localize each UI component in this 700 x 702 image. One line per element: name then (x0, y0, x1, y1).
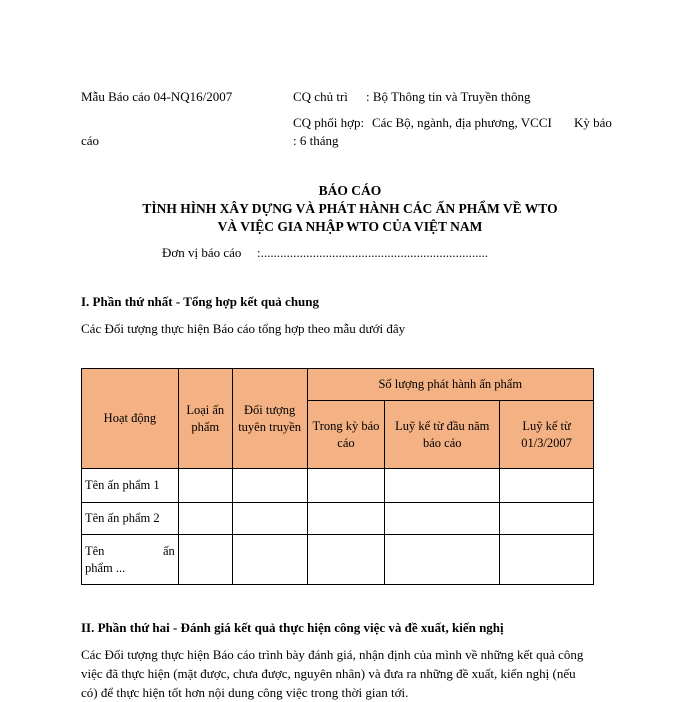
row-label (82, 535, 179, 585)
table-cell (178, 469, 232, 503)
table-cell (385, 469, 500, 503)
table-cell (500, 469, 594, 503)
paragraph-line: có) để thực hiện tốt hơn nội dung công việc trong thời gian tới. (81, 685, 409, 700)
header-publication-type: Loại ấn phẩm (178, 369, 232, 469)
table-cell (178, 535, 232, 585)
section2-heading: II. Phần thứ hai - Đánh giá kết quả thực hiện công việc và đề xuất, kiến nghị (81, 620, 504, 635)
table-cell (232, 469, 307, 503)
table-cell (385, 535, 500, 585)
table-cell (232, 503, 307, 535)
coop-agency-value: Các Bộ, ngành, địa phương, VCCI (372, 115, 552, 130)
header-activity: Hoạt động (82, 369, 179, 469)
row-label: Tên ấn phẩm 1 (82, 469, 179, 503)
table-row (82, 535, 594, 585)
header-audience: Đối tượng tuyên truyền (232, 369, 307, 469)
lead-agency-label: CQ chủ trì (293, 89, 348, 104)
section1-intro: Các Đối tượng thực hiện Báo cáo tổng hợp theo mẫu dưới đây (81, 321, 406, 336)
section2-paragraph (81, 645, 616, 702)
table-cell (385, 503, 500, 535)
subheader-ytd: Luỹ kế từ đầu năm báo cáo (385, 401, 500, 469)
report-subtitle-line1: TÌNH HÌNH XÂY DỰNG VÀ PHÁT HÀNH CÁC ẤN PHẨM VỀ WTO (142, 201, 558, 216)
row-label: Tên ấn phẩm 2 (82, 503, 179, 535)
table-cell (500, 535, 594, 585)
reporting-unit-label: Đơn vị báo cáo (162, 245, 242, 260)
lead-agency-value: : Bộ Thông tin và Truyền thông (366, 89, 531, 104)
period-value: : 6 tháng (293, 133, 339, 148)
row-label-part: Tên (85, 543, 105, 558)
table-cell (307, 503, 385, 535)
row-label-part: ấn (162, 543, 175, 558)
section1-heading: I. Phần thứ nhất - Tổng hợp kết quả chung (81, 294, 320, 309)
coop-agency-label: CQ phối hợp: (293, 115, 365, 130)
subheader-since-2007: Luỹ kế từ 01/3/2007 (500, 401, 594, 469)
report-title: BÁO CÁO (318, 183, 382, 198)
period-label-part2: cáo (81, 133, 100, 148)
table-cell (500, 503, 594, 535)
header-quantity: Số lượng phát hành ấn phẩm (307, 369, 593, 401)
reporting-unit-dots: :...................................................................... (257, 245, 489, 260)
period-label-part1: Kỳ báo (574, 115, 612, 130)
row-label-part: phẩm ... (85, 560, 126, 575)
report-subtitle-line2: VÀ VIỆC GIA NHẬP WTO CỦA VIỆT NAM (217, 219, 483, 234)
table-cell (307, 535, 385, 585)
table-row (82, 469, 594, 503)
table-cell (307, 469, 385, 503)
table-cell (232, 535, 307, 585)
form-code: Mẫu Báo cáo 04-NQ16/2007 (81, 89, 233, 104)
table-row (82, 503, 594, 535)
paragraph-line: Các Đối tượng thực hiện Báo cáo trình bày đánh giá, nhận định của mình về những kết quả công (81, 647, 584, 662)
report-table (81, 368, 594, 585)
subheader-period: Trong kỳ báo cáo (307, 401, 385, 469)
paragraph-line: việc đã thực hiện (mặt được, chưa được, nguyên nhân) và đưa ra những đề xuất, kiến nghị (nếu (81, 666, 576, 681)
table-cell (178, 503, 232, 535)
